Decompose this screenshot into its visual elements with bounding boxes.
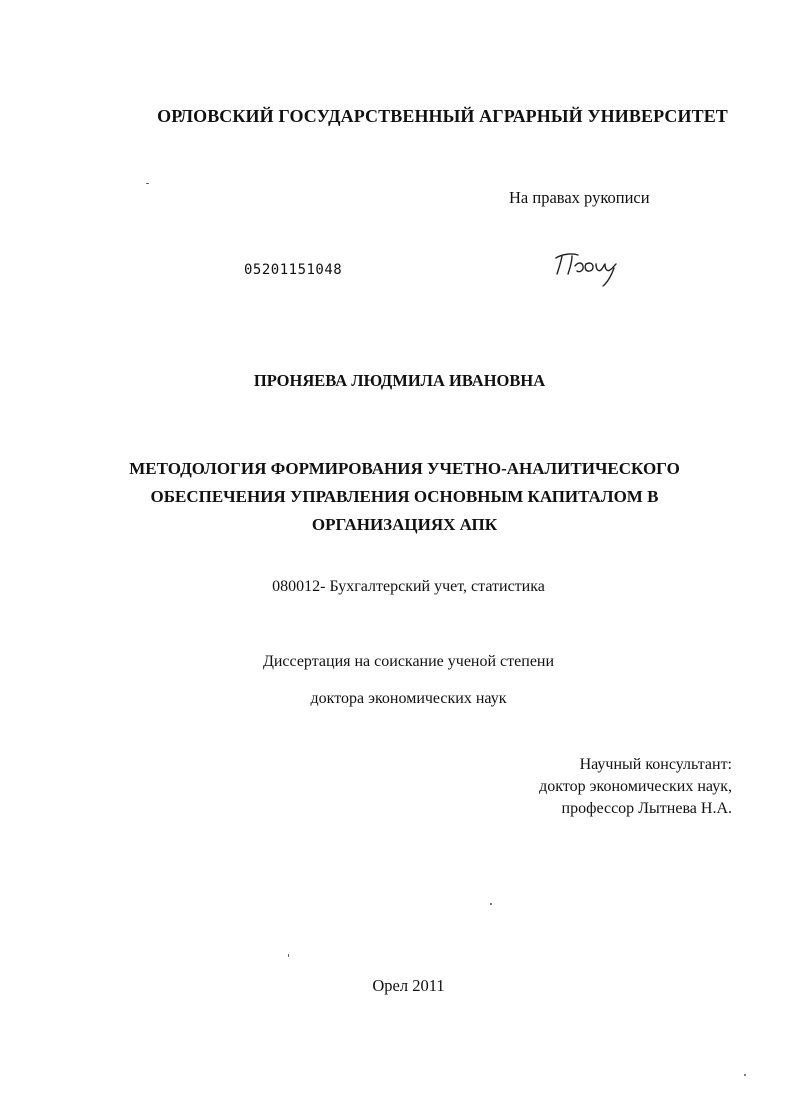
scan-speck <box>744 1074 746 1076</box>
title-line-1: МЕТОДОЛОГИЯ ФОРМИРОВАНИЯ УЧЕТНО-АНАЛИТИЧЕСКОГО <box>129 459 680 478</box>
scan-speck <box>288 954 289 957</box>
scan-speck <box>490 903 492 905</box>
scientific-consultant <box>539 754 732 820</box>
dissertation-statement: Диссертация на соискание ученой степени <box>262 653 555 670</box>
scan-speck <box>146 183 149 184</box>
university-name: ОРЛОВСКИЙ ГОСУДАРСТВЕННЫЙ АГРАРНЫЙ УНИВЕРСИТЕТ <box>157 106 728 126</box>
specialty-code: 080012- Бухгалтерский учет, статистика <box>272 578 545 595</box>
handwritten-signature <box>548 244 628 290</box>
author-name: ПРОНЯЕВА ЛЮДМИЛА ИВАНОВНА <box>253 371 546 390</box>
city-year: Орел 2011 <box>372 976 445 995</box>
consultant-name: профессор Лытнева Н.А. <box>561 800 732 817</box>
consultant-degree: доктор экономических наук, <box>539 778 732 795</box>
consultant-label: Научный консультант: <box>579 756 732 773</box>
dissertation-title <box>0 455 799 539</box>
catalog-number: 05201151048 <box>244 262 343 278</box>
degree-statement: доктора экономических наук <box>310 690 507 707</box>
title-line-2: ОБЕСПЕЧЕНИЯ УПРАВЛЕНИЯ ОСНОВНЫМ КАПИТАЛОМ В <box>150 487 659 506</box>
manuscript-note: На правах рукописи <box>509 188 650 207</box>
title-line-3: ОРГАНИЗАЦИЯХ АПК <box>311 515 498 534</box>
